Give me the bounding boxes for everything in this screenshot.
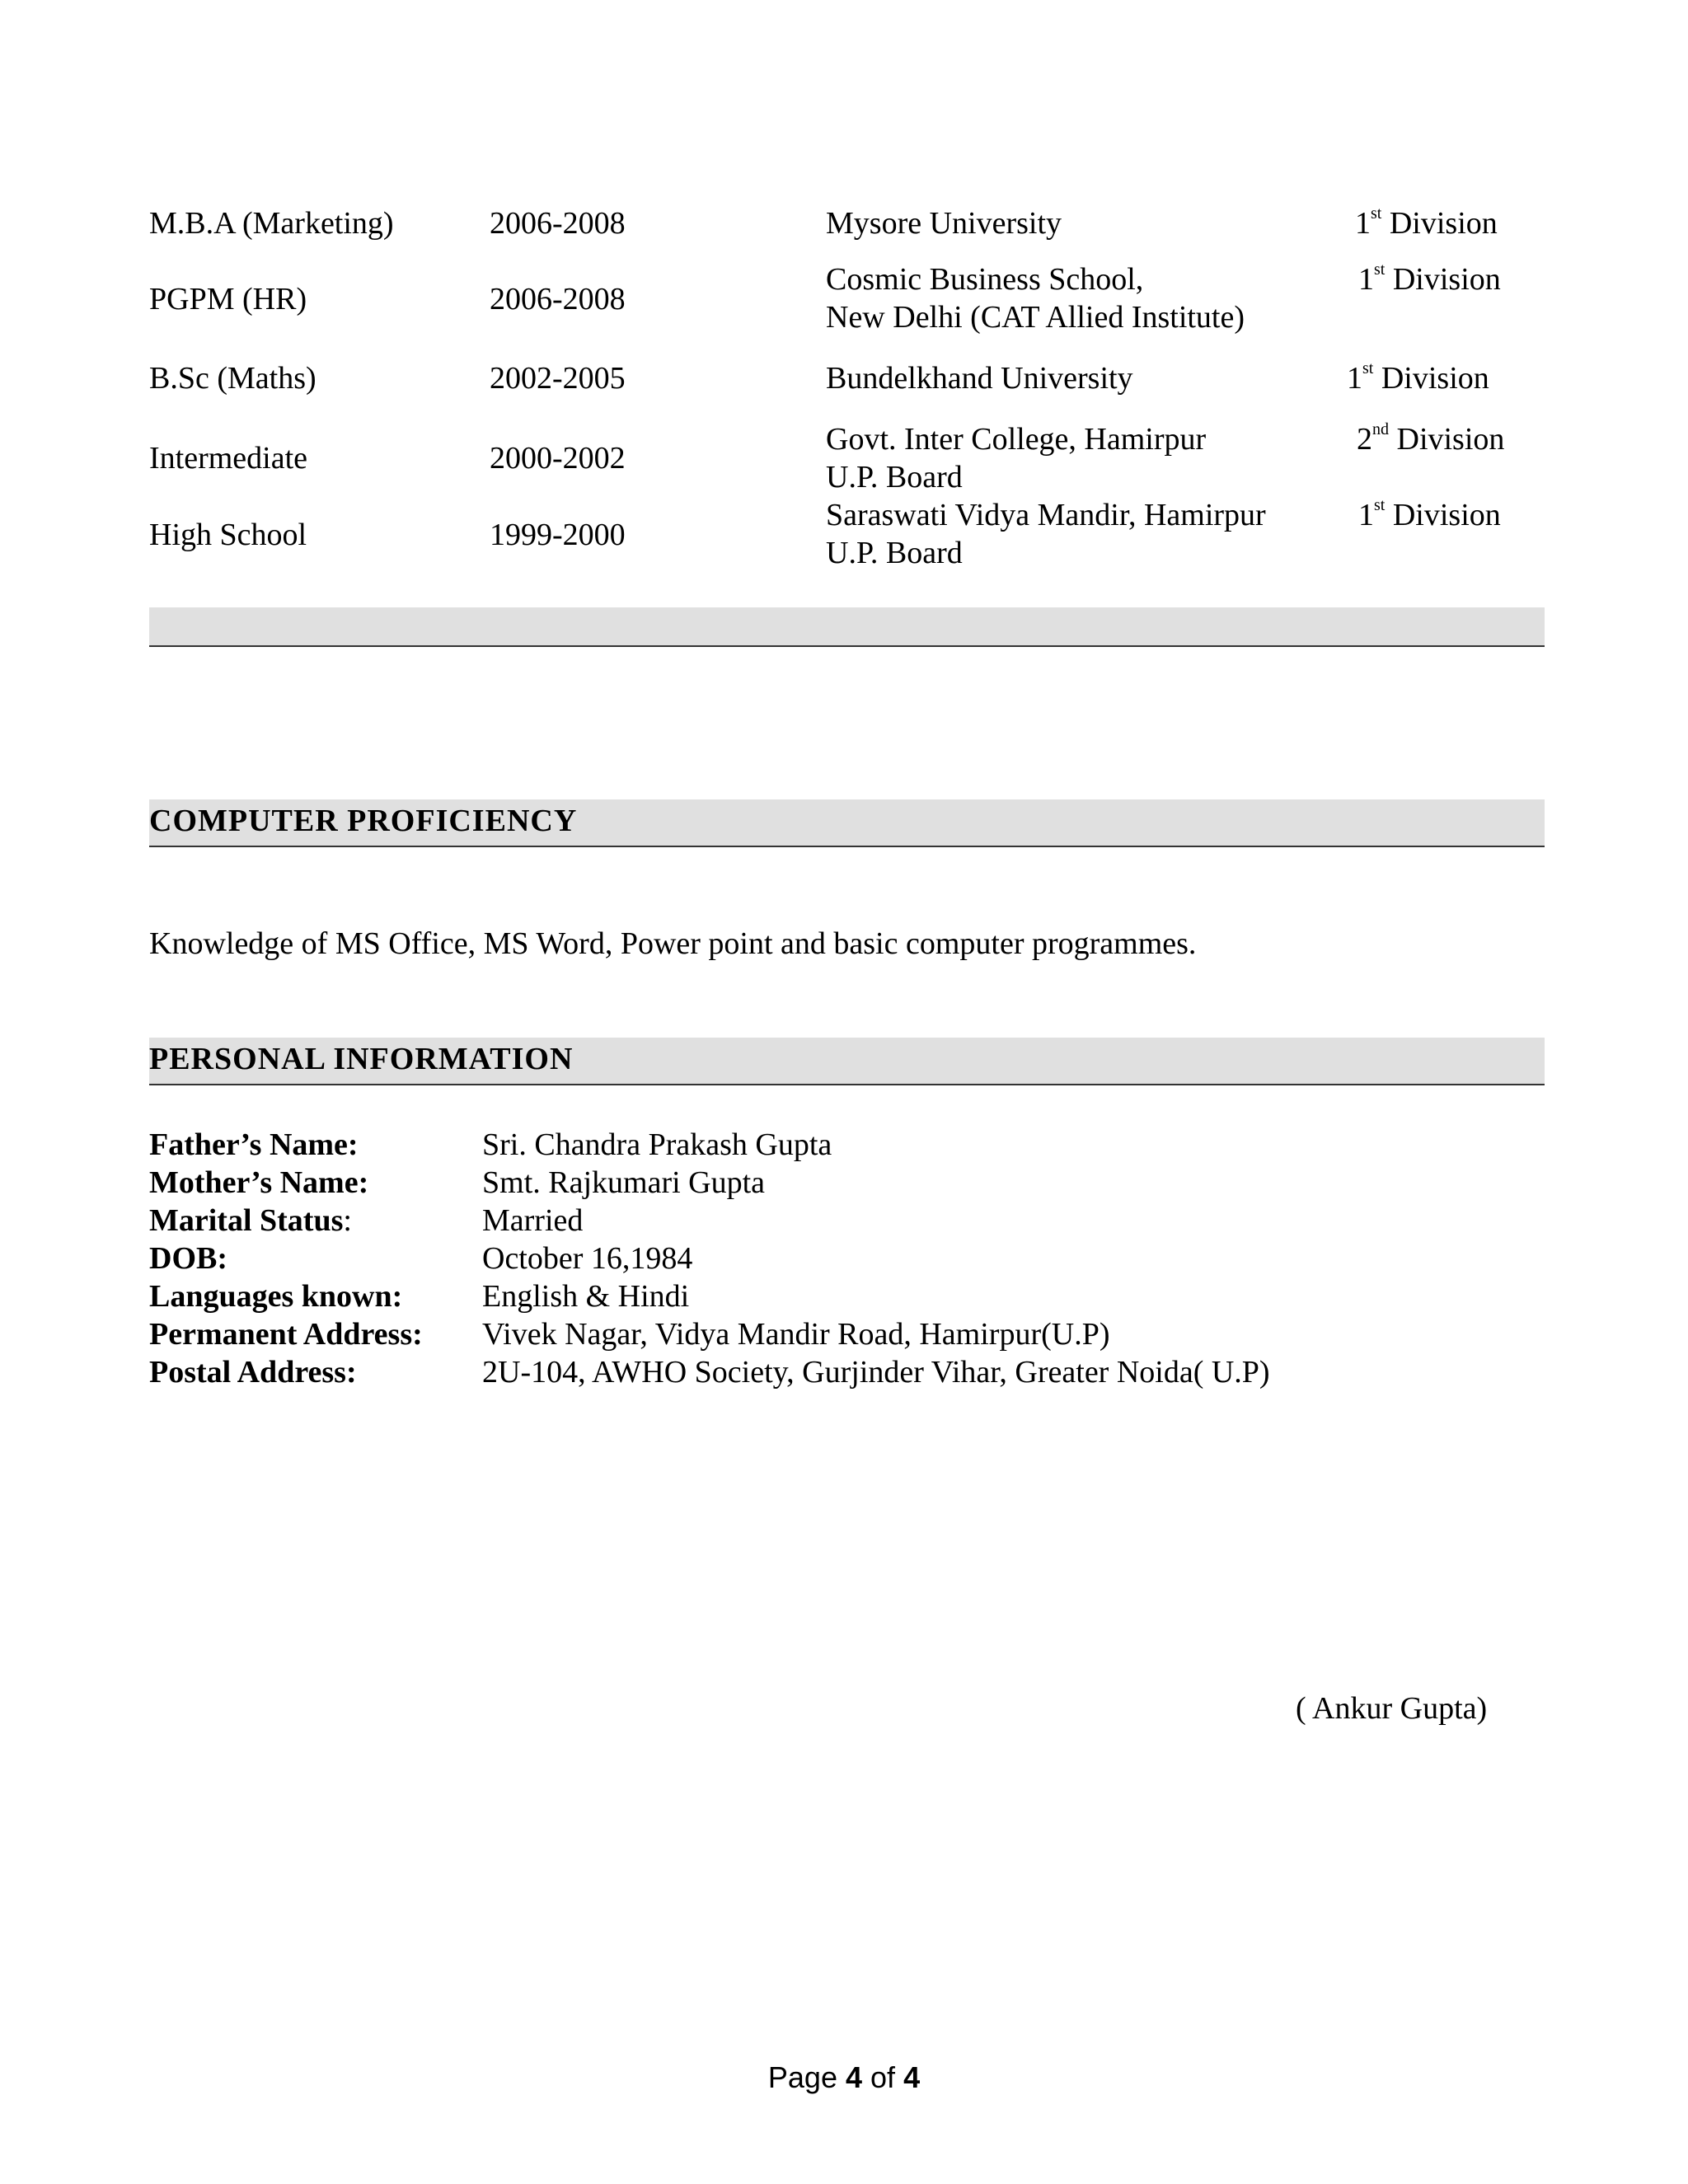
info-label: Permanent Address:: [149, 1317, 423, 1352]
course-years: 2002-2005: [490, 361, 626, 396]
division: 1st Division: [1358, 496, 1501, 532]
section-heading: COMPUTER PROFICIENCY: [149, 804, 578, 838]
info-value: Married: [482, 1203, 584, 1238]
course-name: B.Sc (Maths): [149, 361, 316, 396]
institution-line: Saraswati Vidya Mandir, Hamirpur: [826, 498, 1266, 532]
info-label: Marital Status:: [149, 1203, 352, 1238]
info-label: Mother’s Name:: [149, 1165, 369, 1200]
info-label: Languages known:: [149, 1279, 403, 1314]
info-label: DOB:: [149, 1241, 227, 1276]
course-years: 1999-2000: [490, 518, 626, 552]
info-value: English & Hindi: [482, 1279, 690, 1314]
course-years: 2000-2002: [490, 441, 626, 476]
division: 1st Division: [1355, 204, 1498, 241]
institution-line: Bundelkhand University: [826, 361, 1133, 396]
info-value: 2U-104, AWHO Society, Gurjinder Vihar, Greater Noida( U.P): [482, 1355, 1270, 1390]
section-divider: [149, 607, 1545, 647]
institution-line: U.P. Board: [826, 460, 963, 494]
institution-line: Govt. Inter College, Hamirpur: [826, 422, 1207, 457]
division: 2nd Division: [1357, 420, 1505, 457]
page-number: Page 4 of 4: [767, 2060, 921, 2094]
signature-name: ( Ankur Gupta): [1296, 1691, 1488, 1726]
institution-line: New Delhi (CAT Allied Institute): [826, 300, 1245, 335]
course-years: 2006-2008: [490, 206, 626, 241]
course-name: PGPM (HR): [149, 282, 307, 316]
institution-line: U.P. Board: [826, 536, 963, 570]
institution-line: Cosmic Business School,: [826, 262, 1144, 297]
section-heading: PERSONAL INFORMATION: [149, 1042, 574, 1076]
division: 1st Division: [1358, 260, 1501, 297]
info-value: Smt. Rajkumari Gupta: [482, 1165, 766, 1200]
course-years: 2006-2008: [490, 282, 626, 316]
course-name: High School: [149, 518, 307, 552]
info-value: Sri. Chandra Prakash Gupta: [482, 1127, 832, 1162]
info-value: Vivek Nagar, Vidya Mandir Road, Hamirpur(U.P): [482, 1317, 1110, 1352]
info-value: October 16,1984: [482, 1241, 693, 1276]
course-name: Intermediate: [149, 441, 308, 476]
info-label: Postal Address:: [149, 1355, 357, 1390]
institution-line: Mysore University: [826, 206, 1062, 241]
division: 1st Division: [1347, 359, 1489, 396]
computer-proficiency-text: Knowledge of MS Office, MS Word, Power point and basic computer programmes.: [149, 926, 1197, 961]
course-name: M.B.A (Marketing): [149, 206, 394, 241]
info-label: Father’s Name:: [149, 1127, 359, 1162]
